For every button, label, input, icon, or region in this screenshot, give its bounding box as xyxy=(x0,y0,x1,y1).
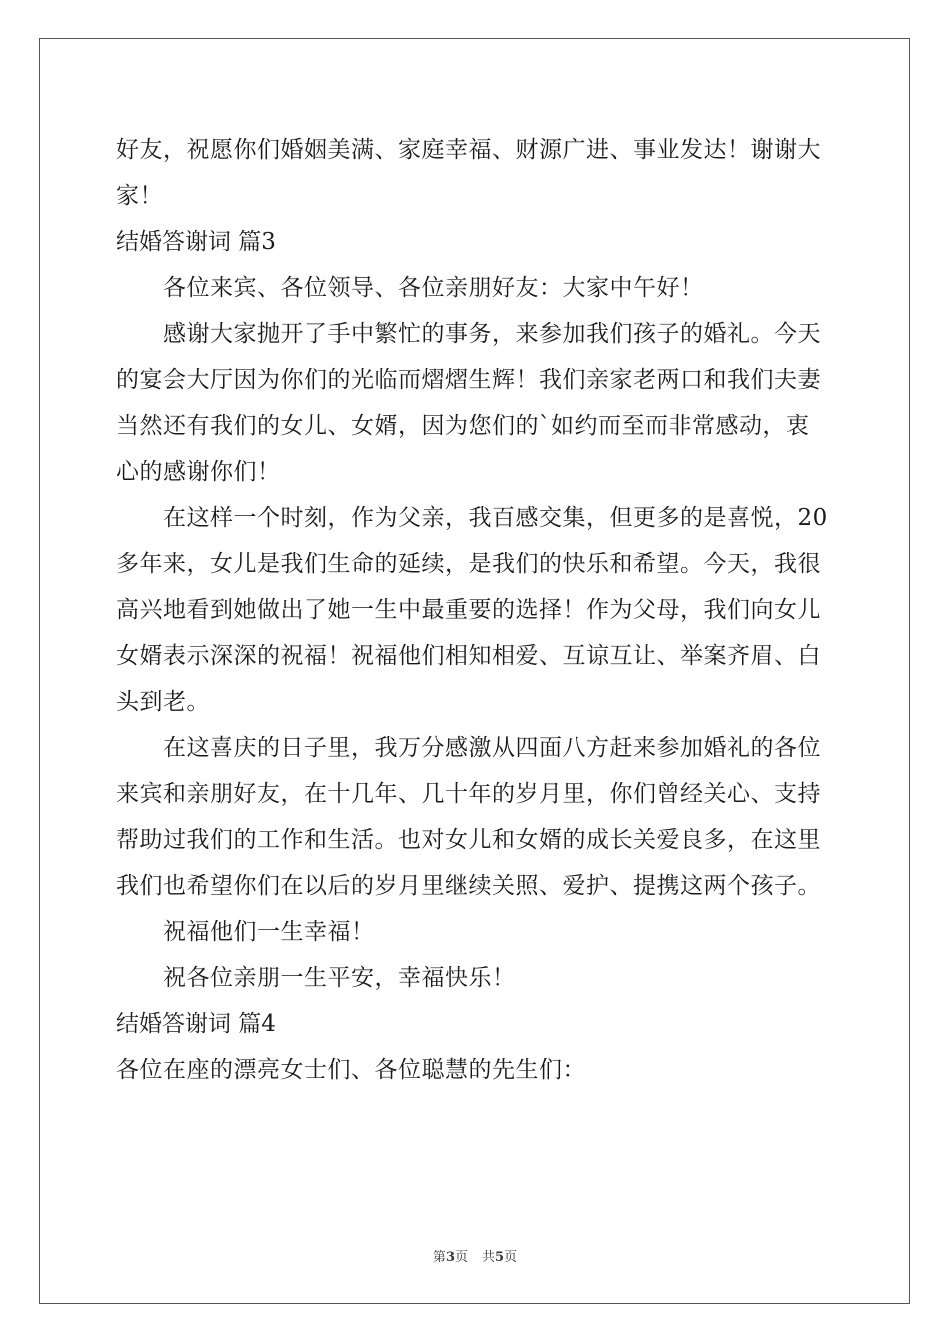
text-line: 我们也希望你们在以后的岁月里继续关照、爱护、提携这两个孩子。 xyxy=(116,873,821,899)
text-line: 的宴会大厅因为你们的光临而熠熠生辉！我们亲家老两口和我们夫妻 xyxy=(116,367,821,393)
text-line: 高兴地看到她做出了她一生中最重要的选择！作为父母，我们向女儿 xyxy=(116,597,821,623)
text-line: 女婿表示深深的祝福！祝福他们相知相爱、互谅互让、举案齐眉、白 xyxy=(116,643,821,669)
page-footer xyxy=(0,1246,950,1265)
text-line: 心的感谢你们！ xyxy=(116,459,281,485)
text-line: 来宾和亲朋好友，在十几年、几十年的岁月里，你们曾经关心、支持 xyxy=(116,781,821,807)
footer-page-unit: 页 xyxy=(454,1250,468,1265)
text-line: 家！ xyxy=(116,183,163,209)
text-line: 各位在座的漂亮女士们、各位聪慧的先生们： xyxy=(116,1057,586,1083)
footer-total-prefix: 共 xyxy=(482,1250,496,1265)
text-line: 头到老。 xyxy=(116,689,210,715)
text-line: 在这样一个时刻，作为父亲，我百感交集，但更多的是喜悦，20 xyxy=(163,505,828,531)
text-line: 感谢大家抛开了手中繁忙的事务，来参加我们孩子的婚礼。今天 xyxy=(163,321,821,347)
text-line: 帮助过我们的工作和生活。也对女儿和女婿的成长关爱良多，在这里 xyxy=(116,827,821,853)
text-line: 各位来宾、各位领导、各位亲朋好友：大家中午好！ xyxy=(163,275,704,301)
text-line: 祝各位亲朋一生平安，幸福快乐！ xyxy=(163,965,516,991)
text-line: 祝福他们一生幸福！ xyxy=(163,919,375,945)
text-line: 当然还有我们的女儿、女婿，因为您们的`如约而至而非常感动，衷 xyxy=(116,413,810,439)
section-heading: 结婚答谢词 篇3 xyxy=(116,229,276,255)
footer-suffix: 页 xyxy=(504,1250,518,1265)
footer-prefix: 第 xyxy=(432,1250,446,1265)
current-page-number: 3 xyxy=(445,1250,455,1265)
total-page-number: 5 xyxy=(495,1250,505,1265)
section-heading: 结婚答谢词 篇4 xyxy=(116,1011,276,1037)
text-line: 在这喜庆的日子里，我万分感激从四面八方赶来参加婚礼的各位 xyxy=(163,735,821,761)
document-body xyxy=(116,127,836,1093)
text-line: 好友，祝愿你们婚姻美满、家庭幸福、财源广进、事业发达！谢谢大 xyxy=(116,137,821,163)
text-line: 多年来，女儿是我们生命的延续，是我们的快乐和希望。今天，我很 xyxy=(116,551,821,577)
